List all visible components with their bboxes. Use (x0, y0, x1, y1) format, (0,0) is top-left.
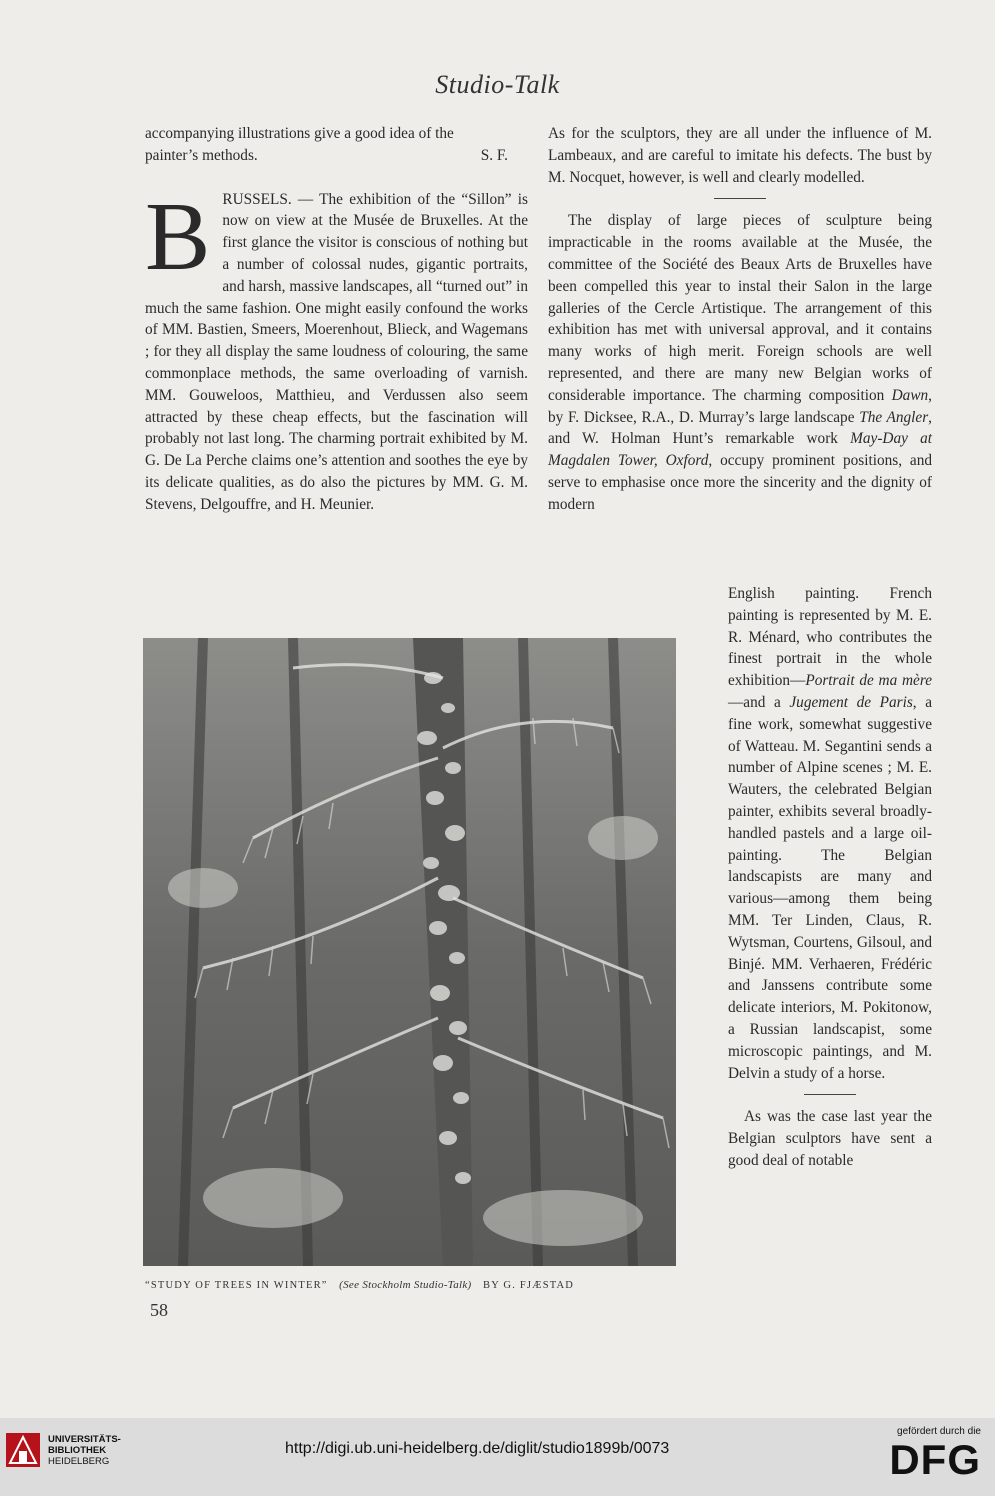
work-title-dawn: Dawn (891, 386, 929, 404)
work-title-angler: The Angler (859, 408, 929, 426)
work-title-portrait: Portrait de ma mère (805, 672, 932, 690)
sculptors-paragraph: As for the sculptors, they are all under the influence of M. Lambeaux, and are careful to imitate his defects. The bust by M. Nocquet, however, is well and clearly modelled. (548, 125, 932, 186)
french-painting-paragraph: English painting. French painting is represented by M. E. R. Ménard, who contributes the finest portrait in the whole exhibition—Portrait de ma mère—and a Jugement de Paris, a fine work, somewhat suggestive of Watteau. M. Segantini sends a number of Alpine scenes ; M. E. Wauters, the celebrated Belgian painter, exhibits several broadly-handled pastels and a large oil-painting. The Belgian landscapists are many and various—among them being MM. Ter Linden, Claus, R. Wytsman, Courtens, Gilsoul, and Binjé. MM. Verhaeren, Frédéric and Janssens contribute some delicate interiors, M. Pokitonow, a Russian landscapist, some microscopic paintings, and M. Delvin a study of a horse. (728, 585, 932, 1082)
work-title-mayday: May-Day at Magdalen Tower, Oxford (548, 430, 932, 470)
library-logo[interactable] (6, 1433, 121, 1467)
section-divider-2 (804, 1094, 856, 1095)
right-column (548, 123, 932, 516)
funding-text: gefördert durch die (897, 1426, 981, 1437)
funder-name: DFG (889, 1436, 981, 1483)
drop-cap: B (145, 182, 211, 291)
intro-last-line: painter’s methods. (145, 146, 258, 164)
work-title-jugement: Jugement de Paris (789, 693, 913, 711)
digitization-footer (0, 1418, 995, 1496)
narrow-column (728, 583, 932, 1172)
illustration-study-of-trees (143, 638, 676, 1266)
author-signature: S. F. (480, 146, 508, 164)
engraving-image (143, 638, 676, 1266)
salon-paragraph: The display of large pieces of sculpture being impracticable in the rooms available at the Musée, the committee of the Société des Beaux Arts de Bruxelles have been compelled this year to instal their Salon in the large galleries of the Cercle Artistique. The arrangement of this exhibition has met with universal approval, and it contains many works of high merit. Foreign schools are well represented, and there are many new Belgian works of considerable importance. The charming composition Dawn, by F. Dicksee, R.A., D. Murray’s large landscape The Angler, and W. Holman Hunt’s remarkable work May-Day at Magdalen Tower, Oxford, occupy prominent positions, and serve to emphasise once more the sincerity and the dignity of modern (548, 212, 932, 513)
caption-title: “STUDY OF TREES IN WINTER” (145, 1280, 328, 1291)
intro-text: accompanying illustrations give a good idea of the (145, 125, 454, 142)
dfg-logo[interactable] (889, 1426, 981, 1483)
left-column (145, 123, 528, 516)
intro-signature-line (145, 145, 528, 167)
library-name: UNIVERSITÄTS- BIBLIOTHEK HEIDELBERG (48, 1433, 121, 1467)
library-emblem-icon (6, 1433, 40, 1467)
permalink-url[interactable]: http://digi.ub.uni-heidelberg.de/diglit/studio1899b/0073 (285, 1440, 670, 1457)
section-divider (714, 198, 766, 199)
illustration-caption (145, 1279, 685, 1291)
page-number: 58 (150, 1300, 168, 1320)
brussels-text: RUSSELS. — The exhibition of the “Sillon” is now on view at the Musée de Bruxelles. At the first glance the visitor is conscious of nothing but a number of colossal nudes, gigantic portraits, and harsh, massive landscapes, all “turned out” in much the same fashion. One might easily confound the works of MM. Bastien, Smeers, Moerenhout, Blieck, and Wagemans ; for they all display the same loudness of colouring, the same commonplace methods, the same overloading of varnish. MM. Gouweloos, Matthieu, and Verdussen also seem attracted by these cheap effects, but the fascination will probably not last long. The charming portrait exhibited by M. G. De La Perche claims one’s attention and soothes the eye by its delicate qualities, as do also the pictures by MM. G. M. Stevens, Delgouffre, and H. Meunier. (145, 190, 528, 513)
caption-reference: (See Stockholm Studio-Talk) (339, 1279, 472, 1291)
running-title: Studio-Talk (435, 70, 560, 99)
caption-artist: BY G. FJÆSTAD (482, 1280, 575, 1291)
sculptors-last-paragraph: As was the case last year the Belgian sculptors have sent a good deal of notable (728, 1108, 932, 1169)
brussels-paragraph (145, 182, 528, 516)
